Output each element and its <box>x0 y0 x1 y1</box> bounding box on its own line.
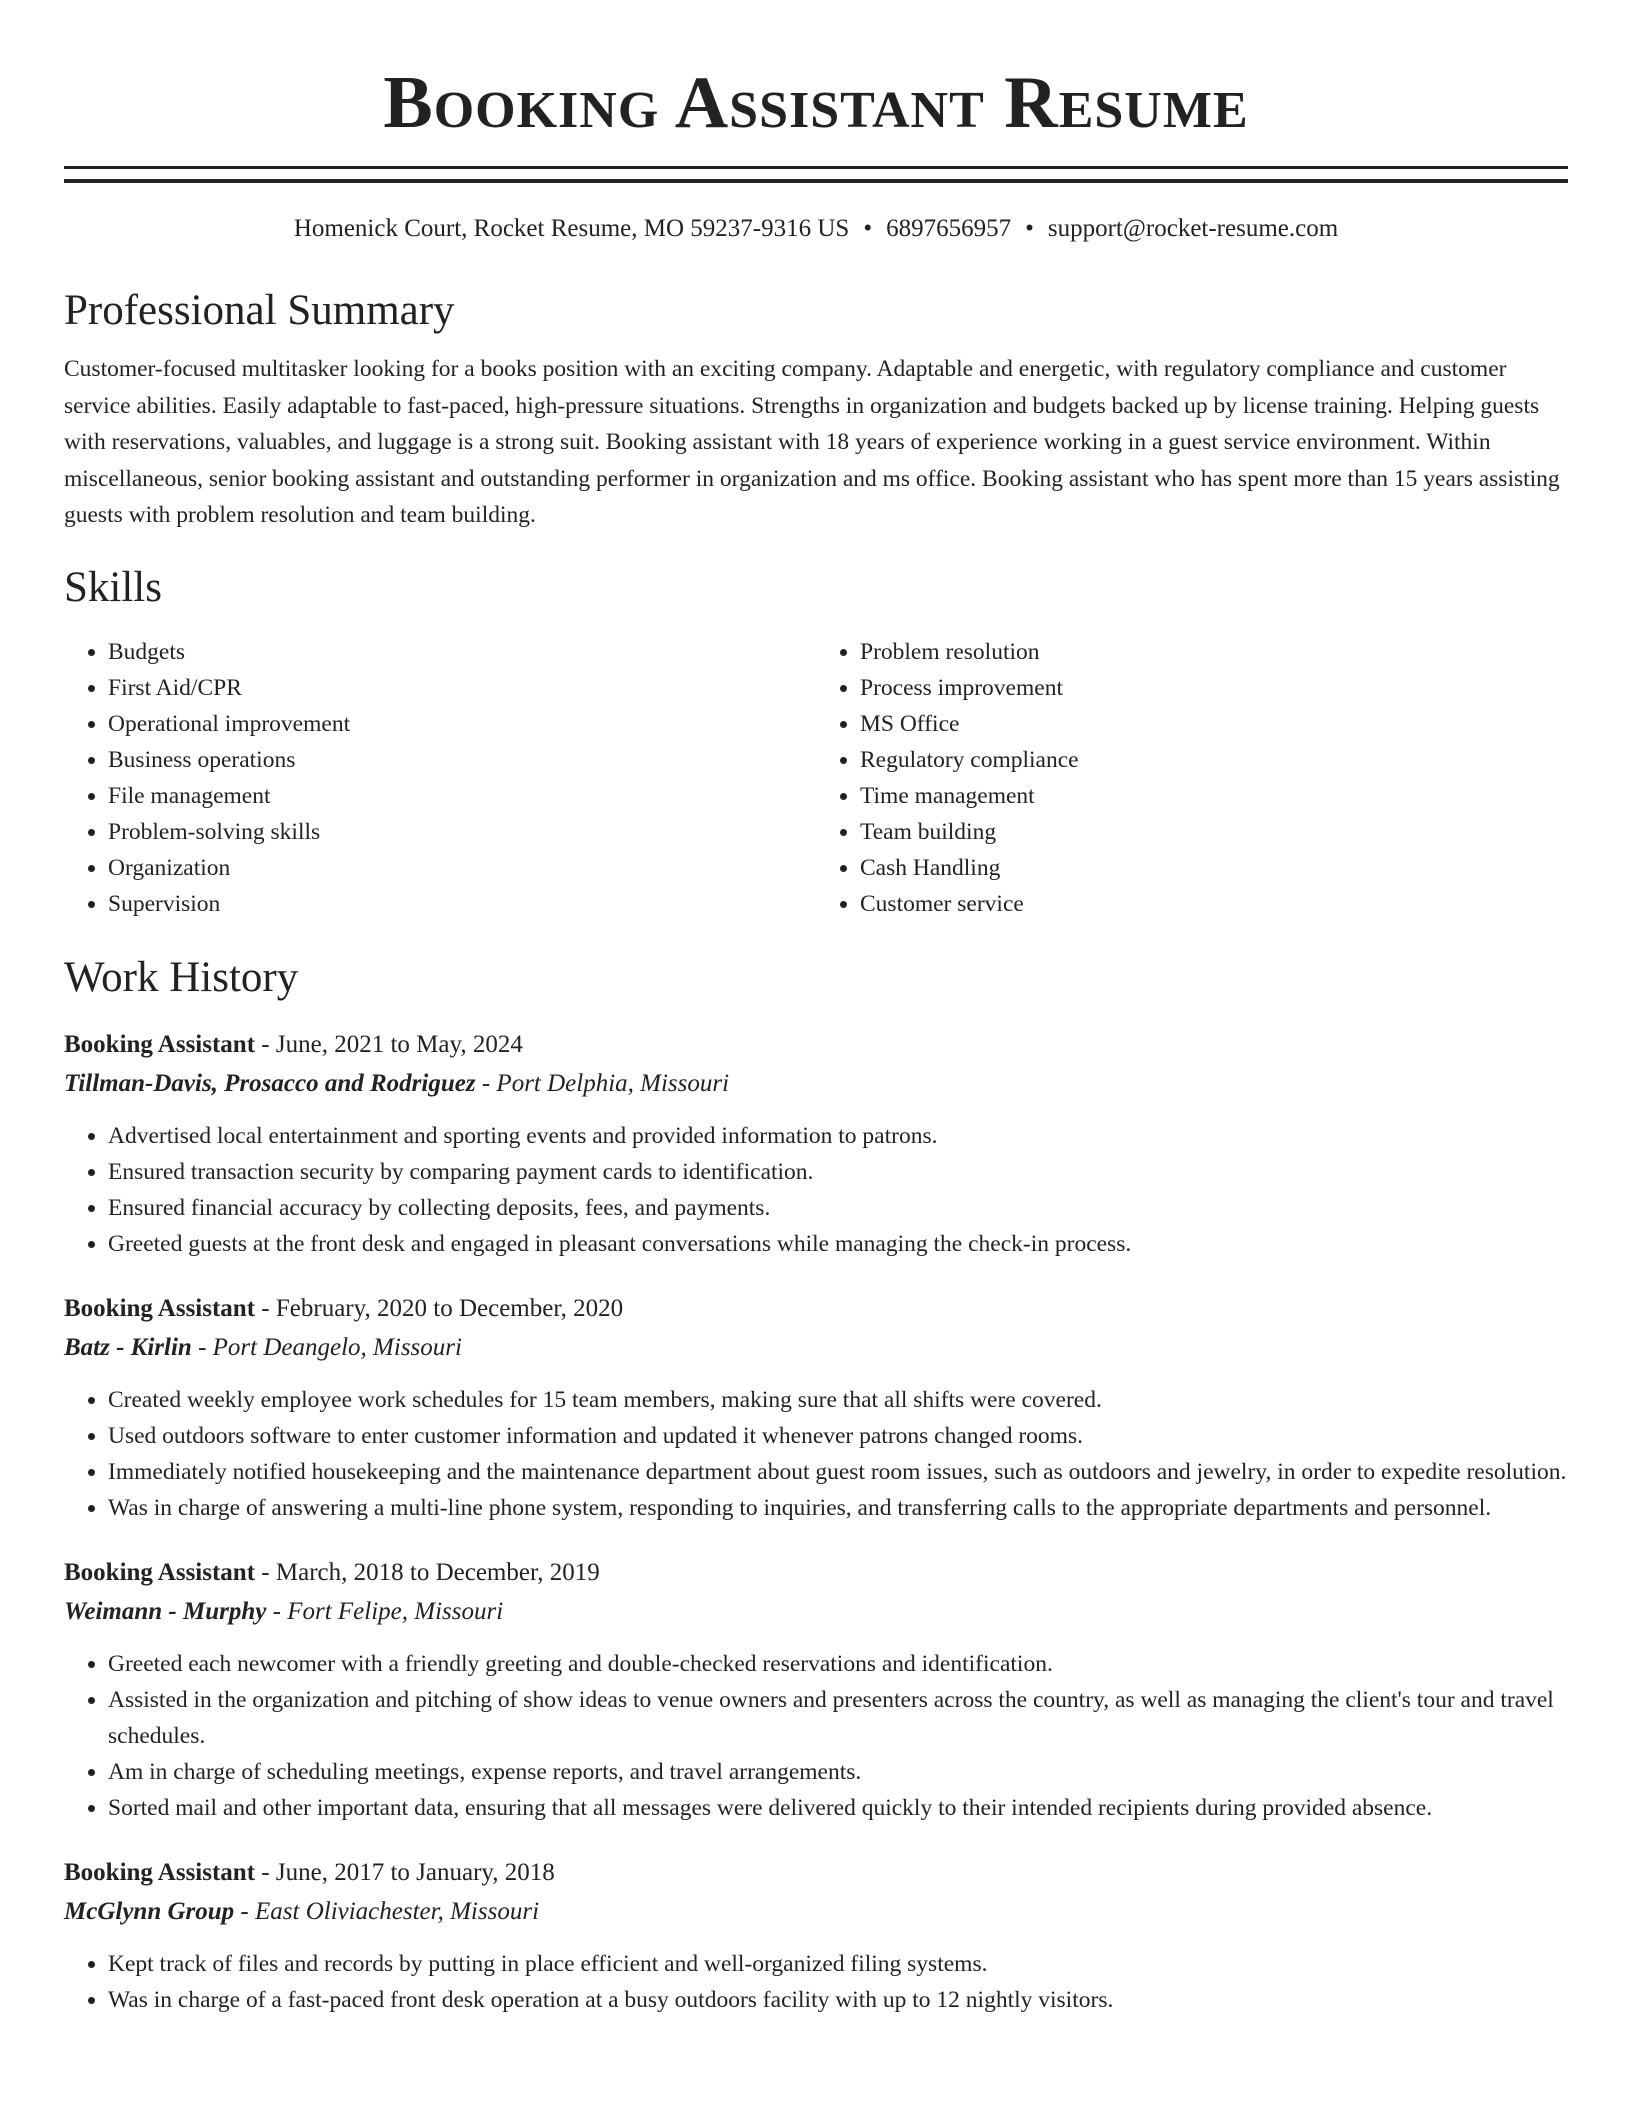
job-dash: - <box>234 1897 255 1925</box>
job-company-line <box>64 1592 1568 1632</box>
duty-item: • Am in charge of scheduling meetings, expense reports, and travel arrangements. <box>108 1754 1568 1790</box>
skill-item: • Process improvement <box>860 670 1568 706</box>
contact-address: Homenick Court, Rocket Resume, MO 59237-9316 US <box>293 215 850 242</box>
summary-section <box>64 285 1568 534</box>
duty-item: • Was in charge of a fast-paced front desk operation at a busy outdoors facility with up to 12 nightly visitors. <box>108 1982 1568 2018</box>
job-title-line <box>64 1290 1568 1328</box>
job-dash: - <box>255 1558 276 1586</box>
job-company-line <box>64 1328 1568 1368</box>
job-dates: March, 2018 to December, 2019 <box>275 1558 600 1586</box>
job-title: Booking Assistant <box>64 1030 256 1058</box>
duty-item: • Advertised local entertainment and sporting events and provided information to patrons. <box>108 1118 1568 1154</box>
job-entry <box>64 1290 1568 1526</box>
job-dates: June, 2017 to January, 2018 <box>275 1858 555 1886</box>
job-location: Port Deangelo, Missouri <box>212 1333 462 1361</box>
job-company: McGlynn Group <box>64 1897 235 1925</box>
contact-email: support@rocket-resume.com <box>1047 215 1339 242</box>
duty-item: • Assisted in the organization and pitching of show ideas to venue owners and presenters across the country, as well as managing the client's tour and travel schedules. <box>108 1682 1568 1754</box>
job-dash: - <box>255 1030 276 1058</box>
skill-item: • Cash Handling <box>860 850 1568 886</box>
duty-item: • Greeted each newcomer with a friendly greeting and double-checked reservations and identification. <box>108 1646 1568 1682</box>
job-duties <box>64 1118 1568 1262</box>
contact-separator: • <box>1025 215 1034 242</box>
job-location: Port Delphia, Missouri <box>496 1069 730 1097</box>
duty-item: • Greeted guests at the front desk and engaged in pleasant conversations while managing the check-in process. <box>108 1226 1568 1262</box>
skills-grid <box>64 634 1568 922</box>
skill-item: • MS Office <box>860 706 1568 742</box>
summary-text: Customer-focused multitasker looking for a books position with an exciting company. Adaptable and energetic, with regulatory compliance and customer service abilities. Easily adaptable to fast-paced, high-pressure situations. Strengths in organization and budgets backed up by license training. Helping guests with reservations, valuables, and luggage is a strong suit. Booking assistant with 18 years of experience working in a guest service environment. Within miscellaneous, senior booking assistant and outstanding performer in organization and ms office. Booking assistant who has spent more than 15 years assisting guests with problem resolution and team building. <box>64 356 1560 528</box>
job-company: Batz - Kirlin <box>64 1333 192 1361</box>
skill-item: • Business operations <box>108 742 816 778</box>
resume-title: Booking Assistant Resume <box>383 62 1249 144</box>
skill-item: • Budgets <box>108 634 816 670</box>
skill-item: • First Aid/CPR <box>108 670 816 706</box>
skill-item: • Regulatory compliance <box>860 742 1568 778</box>
job-duties <box>64 1646 1568 1826</box>
job-title-line <box>64 1026 1568 1064</box>
skills-list-left <box>64 634 816 922</box>
job-location: Fort Felipe, Missouri <box>287 1597 504 1625</box>
skills-list-right <box>816 634 1568 922</box>
skill-item: • Operational improvement <box>108 706 816 742</box>
job-dash: - <box>255 1858 276 1886</box>
job-dates: June, 2021 to May, 2024 <box>275 1030 523 1058</box>
skill-item: • File management <box>108 778 816 814</box>
work-history-heading: Work History <box>64 953 299 1001</box>
job-dash: - <box>191 1333 213 1361</box>
skill-item: • Supervision <box>108 886 816 922</box>
job-location: East Oliviachester, Missouri <box>255 1897 540 1925</box>
skills-heading: Skills <box>64 563 162 611</box>
skill-item: • Team building <box>860 814 1568 850</box>
job-title-line <box>64 1554 1568 1592</box>
job-entry <box>64 1026 1568 1262</box>
summary-heading: Professional Summary <box>64 287 455 334</box>
job-title: Booking Assistant <box>64 1558 256 1586</box>
job-title: Booking Assistant <box>64 1858 256 1886</box>
job-title-line <box>64 1854 1568 1892</box>
duty-item: • Used outdoors software to enter customer information and updated it whenever patrons changed rooms. <box>108 1418 1568 1454</box>
contact-separator: • <box>863 215 873 242</box>
job-dash: - <box>255 1294 276 1322</box>
contact-phone: 6897656957 <box>886 215 1012 242</box>
job-company-line <box>64 1064 1568 1104</box>
skill-item: • Organization <box>108 850 816 886</box>
duty-item: • Sorted mail and other important data, ensuring that all messages were delivered quickly to their intended recipients during provided absence. <box>108 1790 1568 1826</box>
duty-item: • Was in charge of answering a multi-line phone system, responding to inquiries, and transferring calls to the appropriate departments and personnel. <box>108 1490 1568 1526</box>
duty-item: • Ensured financial accuracy by collecting deposits, fees, and payments. <box>108 1190 1568 1226</box>
job-company: Weimann - Murphy <box>64 1597 267 1625</box>
job-company-line <box>64 1892 1568 1932</box>
skill-item: • Problem-solving skills <box>108 814 816 850</box>
skill-item: • Customer service <box>860 886 1568 922</box>
skills-section <box>64 562 1568 922</box>
skill-item: • Problem resolution <box>860 634 1568 670</box>
duty-item: • Immediately notified housekeeping and the maintenance department about guest room issues, such as outdoors and jewelry, in order to expedite resolution. <box>108 1454 1568 1490</box>
job-entry <box>64 1854 1568 2018</box>
job-duties <box>64 1382 1568 1526</box>
duty-item: • Created weekly employee work schedules for 15 team members, making sure that all shifts were covered. <box>108 1382 1568 1418</box>
skill-item: • Time management <box>860 778 1568 814</box>
title-double-rule <box>64 166 1568 183</box>
job-dates: February, 2020 to December, 2020 <box>275 1294 624 1322</box>
duty-item: • Kept track of files and records by putting in place efficient and well-organized filing systems. <box>108 1946 1568 1982</box>
job-dash: - <box>266 1597 288 1625</box>
job-title: Booking Assistant <box>64 1294 256 1322</box>
job-entry <box>64 1554 1568 1826</box>
job-duties <box>64 1946 1568 2018</box>
job-company: Tillman-Davis, Prosacco and Rodriguez <box>64 1069 476 1097</box>
job-dash: - <box>475 1069 497 1097</box>
duty-item: • Ensured transaction security by comparing payment cards to identification. <box>108 1154 1568 1190</box>
work-history-section <box>64 952 1568 2018</box>
contact-line <box>64 213 1568 245</box>
